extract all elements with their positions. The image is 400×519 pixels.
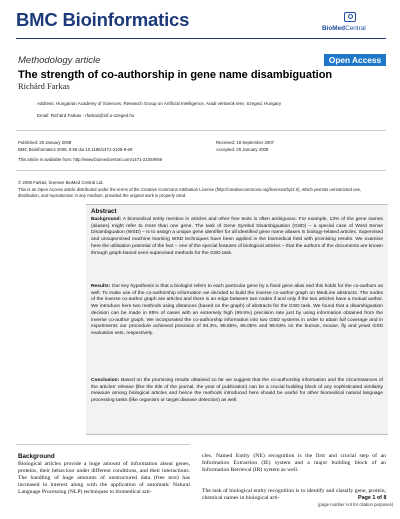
abstract-conclusion	[91, 378, 383, 405]
publisher-logo	[322, 12, 386, 34]
abstract-conclusion-text: Based on the promising results obtained so far we suggest that the co-authorship information and the circumstances of the articles' release (like the title of the journal, the year of publication) can be a crucial building block of any sophisticated similarity measure among biological articles and hence the methods introduced here should be useful for other biomedical natural language processing tasks (like organism or target disease detection) as well.	[91, 378, 384, 404]
journal-title: BMC Bioinformatics	[16, 9, 190, 30]
header-rule	[16, 38, 386, 39]
page-note: (page number not for citation purposes)	[318, 502, 394, 507]
abstract-background	[91, 217, 383, 257]
body-column-2-paragraph-2: The task of biological entity recognition is to identify and classify gene, protein, chemical names in biological arti-	[202, 488, 386, 501]
license-text: This is an Open Access article distributed under the terms of the Creative Commons Attribution License (http://creativecommons.org/licenses/by/2.0), which permits unrestricted use, distribution, and reproduction in any medium, provided the original work is properly cited.	[18, 187, 362, 198]
abstract-results	[91, 284, 383, 338]
abstract-background-text: A biomedical entity mention in articles and other free texts is often ambiguous. For example, 13% of the gene names (aliases) might refer to more than one gene. The task of Gene Symbol Disambiguation (GSD) – a special case of Word Sense Disambiguation (WSD) – is to assign a unique gene identifier for all identified gene name aliases in biology-related articles. Supervised and unsupervised machine learning WSD techniques have been applied in the biomedical field with promising results. We examine here the utilisation potential of the fact – one of the special features of biological articles – that the authors of the documents are known through graph-based semi-supervised methods for the GSD task.	[91, 217, 384, 256]
open-access-badge: Open Access	[324, 54, 386, 66]
author-email[interactable]: Email: Richárd Farkas - rfarkas@inf.u-szeged.hu	[37, 113, 135, 118]
published-date: Published: 29 January 2008	[18, 140, 72, 145]
divider	[16, 130, 386, 131]
article-url[interactable]: This article is available from: http://www.biomedcentral.com/1471-2105/9/69	[18, 157, 163, 162]
background-heading: Background	[18, 453, 55, 460]
received-date: Received: 18 September 2007	[216, 140, 275, 145]
publisher-logo-text	[322, 25, 366, 32]
abstract-results-label: Results:	[91, 284, 111, 289]
publisher-logo-text-rest: Central	[345, 25, 366, 32]
article-author: Richárd Farkas	[18, 81, 70, 91]
body-column-1: Biological articles provide a huge amount of information about genes, proteins, their behaviour under different conditions, and their interactions. The handling of huge amounts of unstructured data (free text) has increased in interest along with the application of automatic Natural Language Processing (NLP) techniques to biomedical arti-	[18, 461, 190, 495]
abstract-conclusion-label: Conclusion:	[91, 378, 120, 383]
page-number: Page 1 of 8	[358, 495, 387, 501]
body-column-2-paragraph-1: cles. Named Entity (NE) recognition is the first and crucial step of an Information Extraction (IE) system and a major building block of an Information Retrieval (IR) system as well.	[202, 453, 386, 473]
abstract-results-text: Our key hypothesis is that a biologist refers to each particular gene by a fixed gene alias and this holds for the co-authors as well. To make use of the co-authorship information we decided to build the inverse co-author graph on MedLine abstracts. The nodes of the inverse co-author graph are articles and there is an edge between two nodes if and only if the two articles have a mutual author. We introduce here two methods using distances (based on the graph) of abstracts for the GSD task. We found that a disambiguation decision can be made in 85% of cases with an extremely high (99.5%) precision rate just by using information obtained from the inverse co-author graph. We incorporated the co-authorship information into two GSD systems in order to attain full coverage and in experiments our procedure achieved precision of 94.3%, 98.85%, 96.05% and 99.63% on the human, mouse, fly and yeast GSD evaluation sets, respectively.	[91, 284, 384, 336]
biomed-central-icon	[344, 12, 356, 22]
publisher-logo-text-bold: BioMed	[322, 25, 346, 32]
abstract-background-label: Background:	[91, 217, 122, 222]
abstract-heading: Abstract	[91, 208, 117, 215]
author-address: Address: Hungarian Academy of Sciences, Research Group on Artificial Intelligence, Aradi vértanúk tere, Szeged, Hungary	[37, 101, 282, 106]
copyright: © 2008 Farkas; licensee BioMed Central Ltd.	[18, 180, 104, 185]
article-section: Methodology article	[18, 55, 101, 66]
article-title: The strength of co-authorship in gene name disambiguation	[18, 69, 333, 81]
divider	[16, 444, 190, 445]
citation-line: BMC Bioinformatics 2008, 9:69 doi:10.1186/1471-2105-9-69	[18, 147, 133, 152]
accepted-date: Accepted: 29 January 2008	[216, 147, 269, 152]
divider	[16, 170, 386, 171]
